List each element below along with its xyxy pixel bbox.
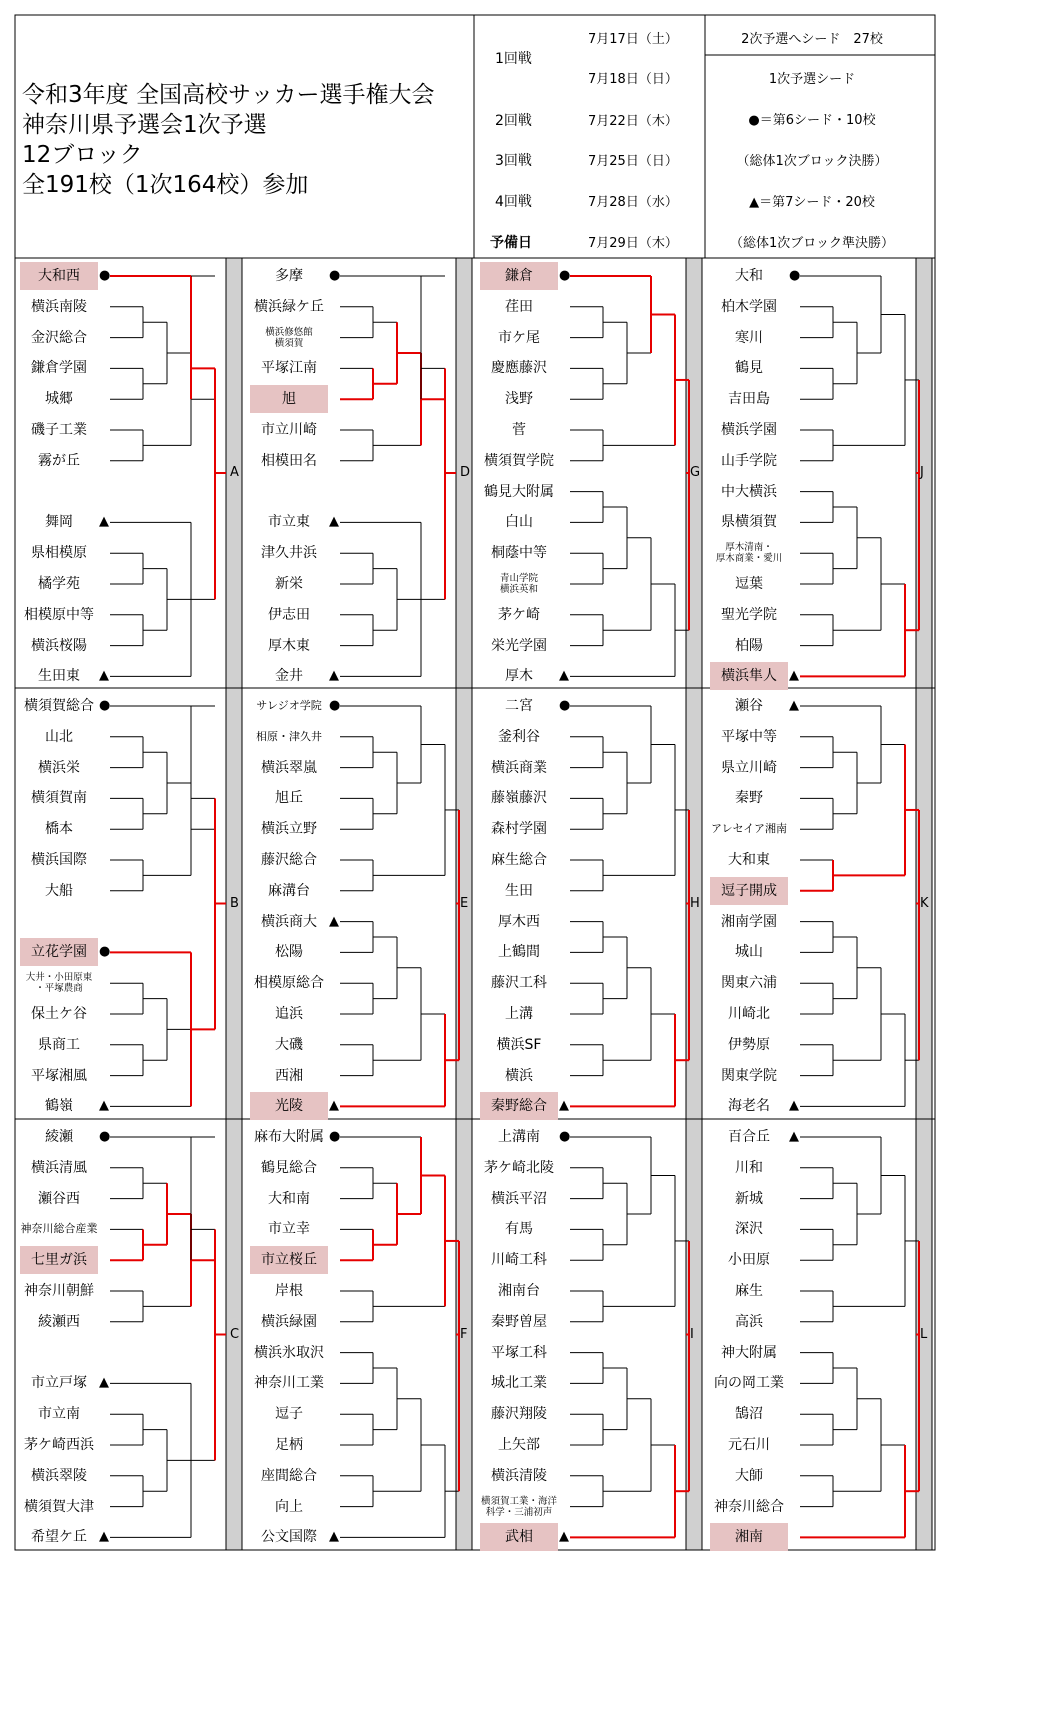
team-name: 横浜緑園	[261, 1313, 317, 1330]
team-name-line: 科学・三浦初声	[485, 1506, 553, 1518]
team-name: 海老名	[728, 1098, 770, 1115]
team-name: 横浜平沼	[491, 1190, 547, 1207]
team-name-lines	[481, 1496, 557, 1518]
team-name: 磯子工業	[31, 422, 87, 438]
team-name: 横浜商業	[491, 759, 547, 776]
block-letter: L	[920, 1326, 928, 1342]
team-name	[710, 539, 788, 567]
team-name: 伊勢原	[728, 1036, 770, 1053]
team-name: 横浜清風	[31, 1159, 87, 1176]
team-name-line: 横浜英和	[499, 584, 538, 595]
round-1-date: 7月18日（日）	[588, 72, 678, 87]
title-line: 神奈川県予選会1次予選	[22, 112, 267, 138]
team-name: 荏田	[505, 298, 533, 315]
team-name: 舞岡	[45, 514, 73, 531]
team-name: 厚木東	[268, 637, 310, 654]
reserve-day-label: 予備日	[490, 235, 532, 251]
team-name-line: 大井・小田原東	[25, 972, 93, 984]
team-name: 横浜氷取沢	[254, 1344, 324, 1361]
circle-seed-mark: ●	[789, 268, 801, 283]
team-name: 深沢	[735, 1221, 763, 1238]
team-name: 茅ケ崎	[498, 606, 540, 623]
team-name: 県商工	[38, 1036, 80, 1053]
team-name: 菅	[512, 422, 526, 438]
triangle-seed-mark: ▲	[329, 1529, 339, 1545]
team-name: 保土ケ谷	[31, 1006, 87, 1022]
circle-seed-mark: ●	[99, 698, 111, 713]
team-name: 県横須賀	[721, 514, 777, 531]
round-4-date: 7月28日（水）	[588, 195, 678, 210]
circle-seed-legend: ●＝第6シード・10校	[748, 113, 876, 128]
team-name: 横浜南陵	[31, 298, 87, 315]
team-name: 慶應藤沢	[491, 360, 547, 377]
team-name: 秦野	[735, 790, 763, 807]
team-name: 神奈川朝鮮	[24, 1283, 94, 1299]
team-name: 市立東	[268, 514, 310, 531]
team-name: 柏木学園	[721, 298, 777, 315]
team-name: 大和	[735, 268, 763, 284]
team-name-lines	[500, 573, 538, 595]
team-name: 吉田島	[728, 391, 770, 408]
team-name: 向上	[275, 1498, 303, 1515]
team-name: 城山	[735, 944, 763, 961]
team-name: 相模原中等	[24, 606, 94, 623]
team-name	[480, 1493, 558, 1521]
circle-seed-mark: ●	[329, 1129, 341, 1144]
team-name: 秦野曽屋	[491, 1313, 547, 1330]
triangle-seed-mark: ▲	[99, 1375, 109, 1391]
team-name: 大和西	[20, 262, 98, 290]
triangle-seed-mark: ▲	[789, 1129, 799, 1144]
team-name	[20, 1339, 98, 1367]
triangle-seed-mark: ▲	[329, 668, 339, 684]
team-name: 二宮	[505, 698, 533, 714]
team-name: 横浜SF	[496, 1036, 542, 1053]
round-4-label: 4回戦	[495, 194, 532, 210]
team-name-lines	[716, 542, 783, 564]
triangle-seed-mark: ▲	[789, 1098, 799, 1114]
team-name: 松陽	[275, 944, 303, 961]
team-name: 横須賀学院	[484, 452, 554, 469]
team-name: 伊志田	[268, 606, 310, 623]
triangle-seed-mark: ▲	[99, 1529, 109, 1545]
circle-seed-mark: ●	[559, 1129, 571, 1144]
block-letter: F	[460, 1326, 468, 1342]
team-name: 白山	[505, 514, 533, 531]
round-2-label: 2回戦	[495, 113, 532, 129]
team-name: 川崎工科	[491, 1252, 547, 1269]
team-name: 綾瀬西	[38, 1313, 80, 1330]
team-name: 相原・津久井	[256, 729, 322, 743]
team-name: 市立幸	[268, 1221, 310, 1238]
team-name: 大和南	[268, 1190, 310, 1207]
team-name: 元石川	[728, 1437, 770, 1453]
team-name: 綾瀬	[45, 1129, 73, 1145]
team-name: 秦野総合	[480, 1092, 558, 1120]
team-name: 武相	[480, 1523, 558, 1551]
team-name: 中大横浜	[721, 483, 777, 500]
team-name: 桐蔭中等	[491, 545, 547, 562]
team-name: 湘南台	[498, 1283, 540, 1299]
team-name-line: 厚木清南・	[725, 542, 773, 554]
team-name: 大和東	[728, 852, 770, 868]
team-name: 鶴見	[735, 360, 763, 377]
team-name: 希望ケ丘	[31, 1529, 87, 1546]
team-name: 市ケ尾	[498, 329, 540, 346]
team-name	[480, 570, 558, 598]
block-letter: E	[460, 895, 469, 911]
round-1-label: 1回戦	[495, 51, 532, 67]
team-name: 横浜立野	[261, 821, 317, 838]
triangle-seed-mark: ▲	[559, 1098, 569, 1114]
team-name: 横浜国際	[31, 852, 87, 868]
team-name: 市立川崎	[261, 422, 317, 438]
team-name: 生田	[505, 882, 533, 899]
team-name: 上溝南	[498, 1129, 540, 1145]
team-name: 横浜緑ケ丘	[254, 298, 324, 315]
team-name: 県相模原	[31, 545, 87, 562]
team-name	[20, 969, 98, 997]
team-name: 津久井浜	[261, 545, 317, 562]
team-name: 立花学園	[20, 938, 98, 966]
team-name: 平塚中等	[721, 728, 777, 745]
team-name: 大師	[735, 1467, 763, 1484]
team-name-line: 横浜修悠館	[265, 326, 313, 338]
team-name: 相模田名	[261, 452, 317, 469]
team-name: 茅ケ崎西浜	[24, 1437, 94, 1453]
team-name: 鶴見大附属	[484, 483, 554, 500]
team-name: 鶴嶺	[45, 1098, 73, 1115]
team-name: 生田東	[38, 668, 80, 685]
title-line: 12ブロック	[22, 142, 143, 168]
triangle-seed-mark: ▲	[99, 514, 109, 530]
team-name: 横浜学園	[721, 422, 777, 438]
team-name: 平塚工科	[491, 1344, 547, 1361]
team-name: 神奈川総合産業	[20, 1222, 98, 1236]
circle-seed-mark: ●	[99, 944, 111, 960]
team-name: 寒川	[735, 329, 763, 346]
circle-seed-mark: ●	[329, 698, 341, 713]
triangle-seed-mark: ▲	[99, 668, 109, 684]
triangle-seed-mark: ▲	[329, 913, 339, 929]
seed-box-subtitle: 1次予選シード	[768, 72, 856, 87]
team-name: 高浜	[735, 1313, 763, 1330]
team-name: 有馬	[505, 1221, 533, 1238]
team-name: 橘学苑	[38, 576, 80, 592]
team-name: 神奈川工業	[254, 1375, 324, 1392]
team-name-line: 厚木商業・愛川	[715, 553, 783, 565]
block-letter: J	[920, 465, 924, 480]
team-name: 厚木	[505, 668, 533, 685]
team-name: 多摩	[275, 268, 303, 284]
team-name: 上溝	[505, 1006, 533, 1022]
team-name: 光陵	[250, 1092, 328, 1120]
team-name: 市立南	[38, 1406, 80, 1423]
triangle-seed-mark: ▲	[329, 1098, 339, 1114]
triangle-seed-mark: ▲	[559, 668, 569, 684]
team-name: 城郷	[45, 391, 73, 408]
team-name: 藤沢総合	[261, 852, 317, 868]
block-letter: H	[690, 895, 700, 911]
team-name: 麻布大附属	[254, 1129, 324, 1145]
round-1-date: 7月17日（土）	[588, 32, 678, 47]
team-name: 県立川崎	[721, 759, 777, 776]
team-name: 逗葉	[735, 576, 763, 592]
team-name: 足柄	[275, 1437, 303, 1453]
team-name: 山手学院	[721, 452, 777, 469]
team-name	[20, 908, 98, 936]
triangle-seed-mark: ▲	[559, 1529, 569, 1545]
team-name: 横浜隼人	[710, 662, 788, 690]
team-name: 横浜	[505, 1067, 533, 1084]
team-name: 関東六浦	[721, 975, 777, 992]
team-name: 横浜栄	[38, 759, 80, 776]
team-name: 鵠沼	[735, 1406, 763, 1423]
round-3-label: 3回戦	[495, 153, 532, 169]
block-letter: A	[230, 465, 239, 480]
team-name: 聖光学院	[721, 606, 777, 623]
team-name: 公文国際	[261, 1529, 317, 1546]
team-name: 平塚江南	[261, 360, 317, 377]
team-name: 川崎北	[728, 1006, 770, 1022]
team-name: 横須賀総合	[24, 698, 94, 714]
round-2-date: 7月22日（木）	[588, 114, 678, 129]
team-name: 厚木西	[498, 913, 540, 930]
team-name: 大船	[45, 882, 73, 899]
circle-seed-mark: ●	[559, 268, 571, 283]
team-name: 柏陽	[735, 637, 763, 654]
team-name: 横浜清陵	[491, 1467, 547, 1484]
team-name: 川和	[735, 1159, 763, 1176]
circle-seed-mark: ●	[99, 268, 111, 283]
team-name: 山北	[45, 728, 73, 745]
team-name: 金沢総合	[31, 329, 87, 346]
team-name: 旭丘	[275, 790, 303, 807]
team-name: 横須賀南	[31, 790, 87, 807]
circle-seed-mark: ●	[559, 698, 571, 713]
block-letter: D	[460, 465, 471, 480]
team-name	[250, 478, 328, 506]
team-name	[20, 478, 98, 506]
team-name: 座間総合	[261, 1467, 317, 1484]
block-letter: C	[230, 1326, 240, 1342]
team-name: 逗子開成	[710, 877, 788, 905]
team-name: 旭	[250, 385, 328, 413]
team-name-line: ・平塚農商	[35, 983, 83, 995]
outer-frame	[15, 15, 935, 1550]
triangle-seed-mark: ▲	[99, 1098, 109, 1114]
team-name: 横須賀大津	[24, 1498, 94, 1515]
block-letter: I	[690, 1326, 694, 1342]
block-letter: G	[690, 465, 701, 480]
team-name: 鶴見総合	[261, 1159, 317, 1176]
team-name: 相模原総合	[254, 975, 324, 992]
circle-seed-note: （総体1次ブロック決勝）	[736, 154, 888, 169]
team-name: 金井	[275, 668, 303, 685]
team-name: 釜利谷	[498, 728, 540, 745]
team-name: 関東学院	[721, 1067, 777, 1084]
team-name-line: 横須賀工業・海洋	[480, 1495, 557, 1507]
triangle-seed-note: （総体1次ブロック準決勝）	[729, 236, 894, 251]
team-name: 七里ガ浜	[20, 1246, 98, 1274]
team-name: 茅ケ崎北陵	[484, 1159, 554, 1176]
team-name: 追浜	[275, 1006, 303, 1022]
team-name: 新栄	[275, 576, 303, 592]
team-name: サレジオ学院	[256, 699, 322, 712]
reserve-day-date: 7月29日（木）	[588, 236, 678, 251]
block-letter: K	[920, 895, 929, 911]
team-name-line: 横須賀	[274, 337, 304, 349]
team-name: 瀬谷	[735, 698, 763, 714]
team-name: 神奈川総合	[714, 1498, 784, 1515]
team-name: 森村学園	[491, 821, 547, 838]
triangle-seed-mark: ▲	[789, 668, 799, 684]
seed-box-title: 2次予選へシード 27校	[741, 32, 883, 47]
team-name: 向の岡工業	[714, 1375, 784, 1392]
team-name: 上鶴間	[498, 944, 540, 961]
team-name: 橋本	[45, 821, 73, 838]
team-name: 新城	[735, 1190, 763, 1207]
team-name: 神大附属	[721, 1344, 777, 1361]
team-name: 横浜桜陽	[31, 637, 87, 654]
circle-seed-mark: ●	[329, 268, 341, 283]
team-name: 横浜翠嵐	[261, 759, 317, 776]
team-name: 瀬谷西	[38, 1190, 80, 1207]
team-name: 湘南	[710, 1523, 788, 1551]
team-name	[250, 324, 328, 352]
team-name-line: 青山学院	[499, 573, 538, 584]
team-name: 霧が丘	[38, 452, 80, 469]
round-3-date: 7月25日（日）	[588, 154, 678, 169]
team-name: 百合丘	[728, 1129, 770, 1145]
team-name: 市立桜丘	[250, 1246, 328, 1274]
block-letter: B	[230, 895, 239, 911]
team-name: 平塚湘風	[31, 1067, 87, 1084]
title-line: 全191校（1次164校）参加	[22, 172, 309, 198]
team-name: 麻溝台	[268, 882, 310, 899]
team-name: 上矢部	[498, 1437, 540, 1453]
team-name: 逗子	[275, 1406, 303, 1423]
team-name: 横浜商大	[261, 913, 317, 930]
title-line: 令和3年度 全国高校サッカー選手権大会	[22, 82, 435, 108]
team-name: 麻生総合	[491, 852, 547, 868]
team-name: 鎌倉	[480, 262, 558, 290]
team-name: 城北工業	[491, 1375, 547, 1392]
team-name: 藤嶺藤沢	[491, 790, 547, 807]
team-name: 岸根	[275, 1283, 303, 1299]
team-name: 藤沢翔陵	[491, 1406, 547, 1423]
team-name: 麻生	[735, 1283, 763, 1299]
triangle-seed-mark: ▲	[329, 514, 339, 530]
circle-seed-mark: ●	[99, 1129, 111, 1144]
team-name-lines	[26, 972, 93, 994]
triangle-seed-mark: ▲	[789, 698, 799, 713]
team-name: 市立戸塚	[31, 1375, 87, 1392]
team-name: 横浜翠陵	[31, 1467, 87, 1484]
team-name: 西湘	[275, 1067, 303, 1084]
team-name: 栄光学園	[491, 637, 547, 654]
team-name: 鎌倉学園	[31, 360, 87, 377]
team-name: 小田原	[728, 1252, 770, 1269]
team-name-lines	[265, 327, 313, 349]
triangle-seed-legend: ▲＝第7シード・20校	[749, 195, 875, 210]
team-name: アレセイア湘南	[711, 822, 787, 836]
team-name: 大磯	[275, 1036, 303, 1053]
team-name: 藤沢工科	[491, 975, 547, 992]
team-name: 浅野	[505, 391, 533, 408]
team-name: 湘南学園	[721, 913, 777, 930]
